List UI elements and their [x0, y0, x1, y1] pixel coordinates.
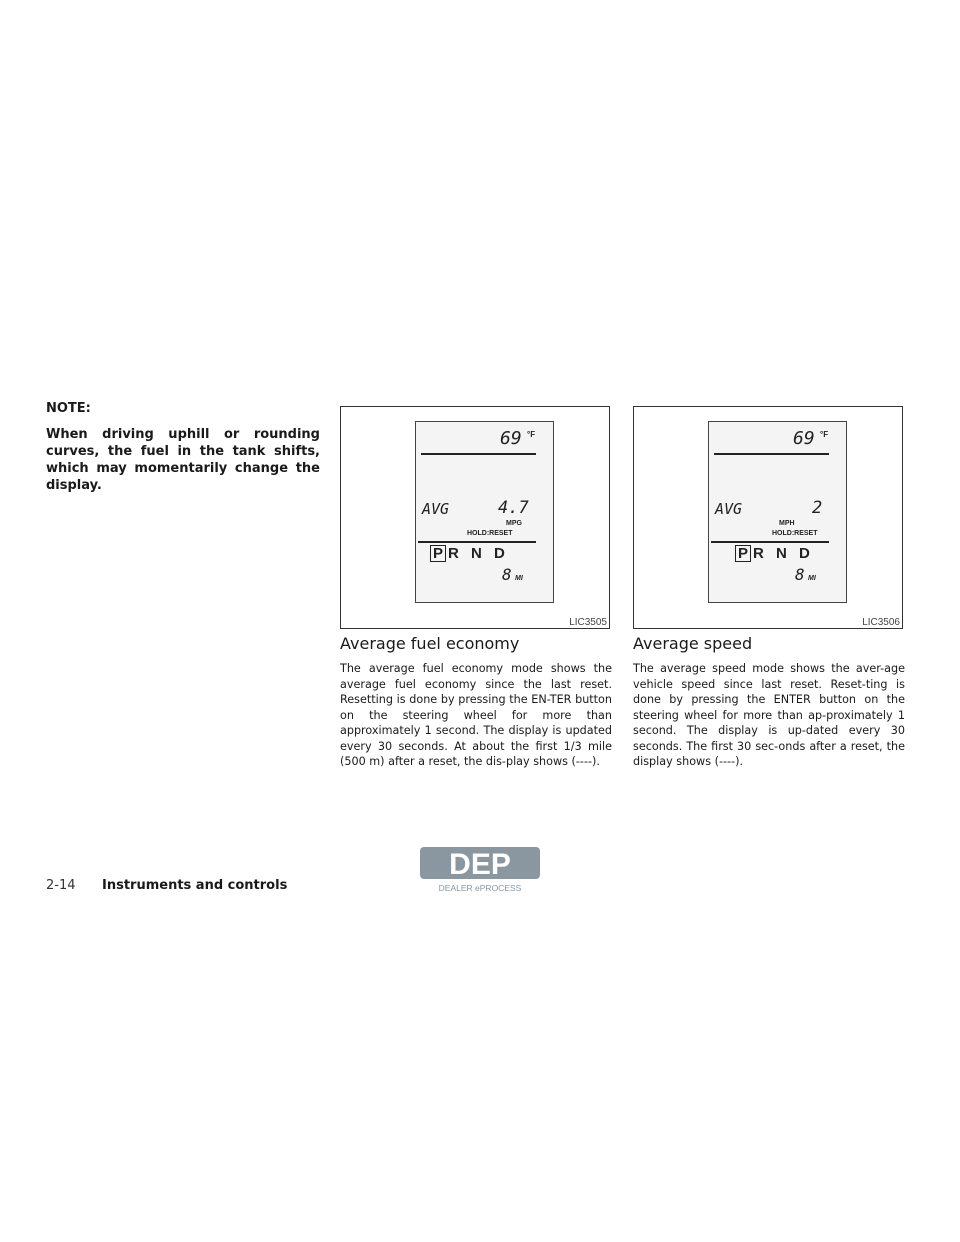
temp-value: 69 — [793, 428, 815, 449]
figure-fuel-economy — [340, 406, 610, 629]
temp-unit: °F — [527, 430, 536, 439]
range-unit: MI — [515, 575, 523, 582]
avg-value: 4.7 — [498, 498, 529, 518]
section-title: Instruments and controls — [102, 878, 288, 893]
gear-indicator — [430, 545, 509, 562]
gear-others: R N D — [448, 545, 509, 562]
heading-fuel-economy: Average fuel economy — [340, 634, 520, 653]
para-average-speed: The average speed mode shows the aver-age vehicle speed since last reset. Reset-ting is done by pressing the ENTER button on the steering wheel for more than ap-proximately 1 second. The display is up-dated every 30 seconds. The first 30 sec-onds after a reset, the display shows (----). — [633, 662, 905, 768]
lcd-display — [708, 421, 847, 603]
gear-indicator — [735, 545, 814, 562]
hold-reset-label: HOLD:RESET — [772, 530, 818, 537]
dep-logo-graphic — [418, 845, 542, 895]
range-value: 8 — [502, 565, 512, 584]
temp-value: 69 — [500, 428, 522, 449]
page-number: 2-14 — [46, 878, 76, 893]
avg-label: AVG — [715, 500, 743, 518]
divider-line — [711, 541, 829, 543]
figure-code: LIC3506 — [862, 617, 900, 628]
logo-letters: DEP — [449, 848, 511, 881]
temp-unit: °F — [820, 430, 829, 439]
logo-tagline: DEALER ePROCESS — [438, 883, 522, 893]
gear-park: P — [735, 545, 751, 562]
avg-unit: MPH — [779, 520, 795, 527]
avg-unit: MPG — [506, 520, 522, 527]
figure-code: LIC3505 — [569, 617, 607, 628]
avg-label: AVG — [422, 500, 450, 518]
note-body: When driving uphill or rounding curves, the fuel in the tank shifts, which may momentarily change the display. — [46, 427, 320, 493]
hold-reset-label: HOLD:RESET — [467, 530, 513, 537]
divider-line — [714, 453, 829, 455]
gear-others: R N D — [753, 545, 814, 562]
divider-line — [421, 453, 536, 455]
divider-line — [418, 541, 536, 543]
lcd-display — [415, 421, 554, 603]
range-value: 8 — [795, 565, 805, 584]
gear-park: P — [430, 545, 446, 562]
range-unit: MI — [808, 575, 816, 582]
para-fuel-economy: The average fuel economy mode shows the average fuel economy since the last reset. Resetting is done by pressing the EN-TER button on the steering wheel for more than approximately 1 second. The display is updated every 30 seconds. At about the first 1/3 mile (500 m) after a reset, the dis-play shows (----). — [340, 662, 612, 768]
figure-average-speed — [633, 406, 903, 629]
note-title: NOTE: — [46, 401, 91, 416]
heading-average-speed: Average speed — [633, 634, 753, 653]
dep-logo — [418, 845, 542, 895]
avg-value: 2 — [812, 498, 823, 518]
